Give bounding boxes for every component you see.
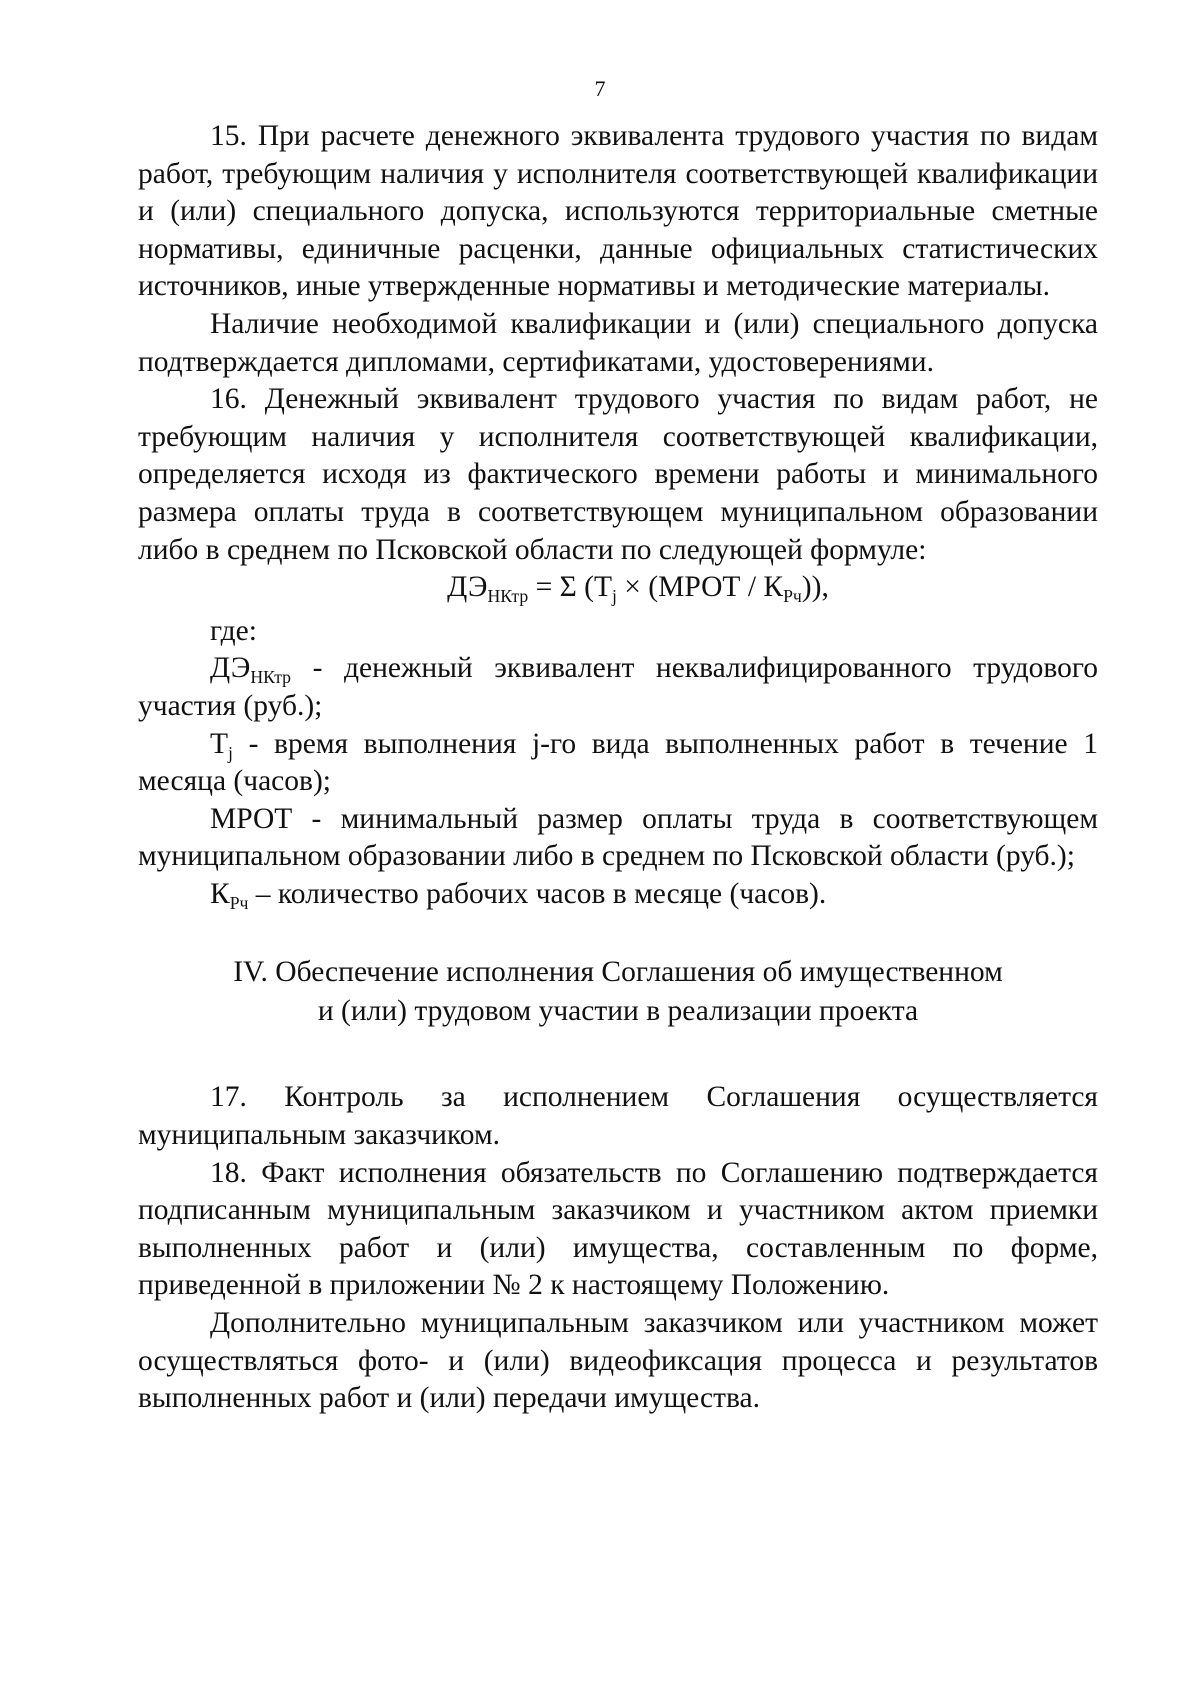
section-heading-line-1: IV. Обеспечение исполнения Соглашения об имущественном (233, 956, 1003, 989)
definition-de: $ДЭ_{НКтр}$ - денежный эквивалент неквалифицированного трудового участия (руб.); (138, 652, 1098, 722)
paragraph-18: 18. Факт исполнения обязательств по Соглашению подтверждается подписанным муниципальным заказчиком и участником актом приемки выполненных работ и (или) имущества, составленным по форме, приведенной в приложении № 2 к настоящему Положению. (138, 1156, 1098, 1302)
formula: $ДЭ_{НКтр} = \Sigma$ ($T_j$ × (МРОТ / $К_{Рч}$)), (447, 571, 829, 607)
definition-tj: $T_j$ - время выполнения j-го вида выполненных работ в течение 1 месяца (часов); (138, 727, 1098, 798)
paragraph-16: 16. Денежный эквивалент трудового участия по видам работ, не требующим наличия у исполнителя соответствующей квалификации, определяется исходя из фактического времени работы и минимального размера оплаты труда в соответствующем муниципальном образовании либо в среднем по Псковской области по следующей формуле: (138, 383, 1098, 566)
paragraph-15: 15. При расчете денежного эквивалента трудового участия по видам работ, требующим наличия у исполнителя соответствующей квалификации и (или) специального допуска, используются территориальные сметные нормативы, единичные расценки, данные официальных статистических источников, иные утвержденные нормативы и методические материалы. (138, 120, 1098, 303)
definition-mrot: МРОТ - минимальный размер оплаты труда в соответствующем муниципальном образовании либо в среднем по Псковской области (руб.); (138, 802, 1098, 873)
paragraph-18-additional: Дополнительно муниципальным заказчиком или участником может осуществляться фото- и (или) видеофиксация процесса и результатов выполненных работ и (или) передачи имущества. (138, 1307, 1098, 1415)
page-number: 7 (594, 76, 606, 101)
document-body (138, 118, 1098, 1418)
paragraph-15-qualification: Наличие необходимой квалификации и (или) специального допуска подтверждается дипломами, сертификатами, удостоверениями. (138, 307, 1098, 378)
section-heading (138, 953, 1098, 1031)
section-heading-line-2: и (или) трудовом участии в реализации проекта (317, 995, 919, 1028)
definition-krch: $К_{Рч}$ – количество рабочих часов в месяце (часов). (210, 877, 827, 914)
paragraph-17: 17. Контроль за исполнением Соглашения осуществляется муниципальным заказчиком. (138, 1081, 1098, 1152)
where-label: где: (210, 614, 257, 647)
